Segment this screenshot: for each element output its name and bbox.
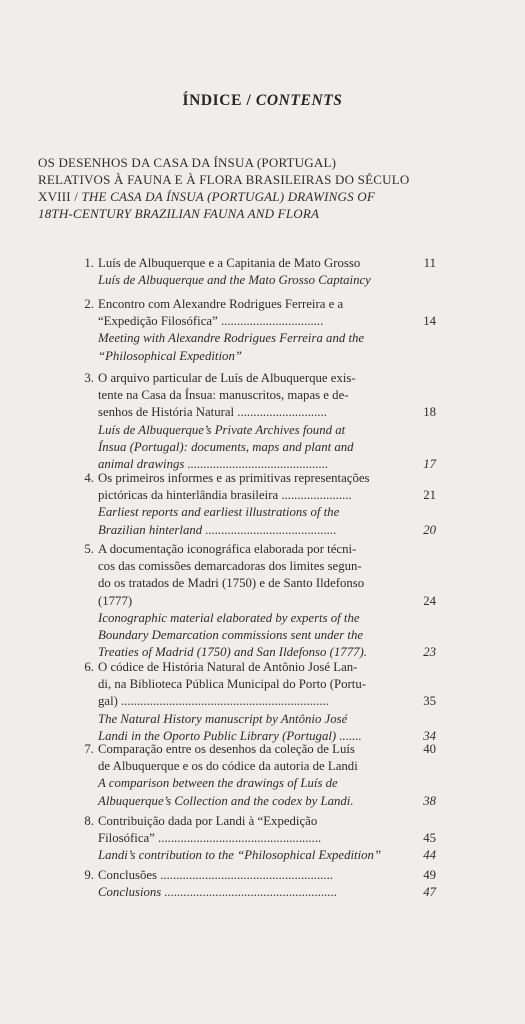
toc-entry-number: 2. <box>84 297 94 311</box>
toc-entry-number: 6. <box>84 660 94 674</box>
toc-entry-number: 7. <box>84 742 94 756</box>
toc-line-pt <box>76 593 436 610</box>
toc-entry-number: 8. <box>84 814 94 828</box>
toc-entry <box>76 659 436 745</box>
toc-line-pt <box>76 659 436 676</box>
toc-page-number: 47 <box>423 885 436 900</box>
toc-entry-title-pt: “Expedição Filosófica” ................................ <box>98 314 324 329</box>
toc-entry-title-pt: senhos de História Natural ............................ <box>98 405 327 420</box>
toc-entry-title-pt: di, na Biblioteca Pública Municipal do Porto (Portu- <box>98 677 366 692</box>
toc-entry-title-pt: Filosófica” ................................................... <box>98 831 322 846</box>
toc-line-en <box>76 847 436 864</box>
toc-entry <box>76 370 436 473</box>
toc-entry-number: 1. <box>84 256 94 270</box>
toc-line-en <box>76 348 436 365</box>
toc-entry-title-pt: Comparação entre os desenhos da coleção de Luís <box>98 742 355 756</box>
toc-line-en <box>76 775 436 792</box>
toc-entry-title-en: Albuquerque’s Collection and the codex by Landi. <box>98 793 354 808</box>
toc-page-number: 49 <box>423 868 436 882</box>
toc-page-number: 24 <box>423 593 436 608</box>
toc-line-en <box>76 422 436 439</box>
toc-line-en <box>76 522 436 539</box>
toc-line-pt <box>76 313 436 330</box>
section-title-pt: OS DESENHOS DA CASA DA ÍNSUA (PORTUGAL) RELATIVOS À FAUNA E À FLORA BRASILEIRAS DO SÉCULO XVIII / <box>38 155 410 204</box>
toc-line-pt <box>76 830 436 847</box>
toc-entry <box>76 813 436 865</box>
toc-line-pt <box>76 867 436 884</box>
toc-line-en <box>76 627 436 644</box>
toc-entry <box>76 296 436 365</box>
toc-entry-title-pt: Os primeiros informes e as primitivas representações <box>98 471 370 485</box>
toc-page-number: 21 <box>423 488 436 503</box>
toc-entry-title-en: Landi in the Oporto Public Library (Portugal) ....... <box>98 728 362 743</box>
toc-page-number: 40 <box>423 742 436 756</box>
toc-entry-title-pt: Luís de Albuquerque e a Capitania de Mato Grosso <box>98 256 361 270</box>
toc-entry-title-en: “Philosophical Expedition” <box>98 348 242 363</box>
toc-line-pt <box>76 370 436 387</box>
toc-entry-title-en: animal drawings ............................................ <box>98 456 329 471</box>
toc-entry-title-en: The Natural History manuscript by Antônio José <box>98 711 348 726</box>
toc-page-number: 34 <box>423 728 436 743</box>
toc-entry-title-pt: Conclusões ...................................................... <box>98 868 333 882</box>
title-plain: ÍNDICE / <box>182 92 252 109</box>
toc-entry-title-pt: gal) ................................................................. <box>98 694 330 709</box>
toc-line-en <box>76 330 436 347</box>
toc-entry-title-pt: pictóricas da hinterlândia brasileira ...................... <box>98 488 352 503</box>
toc-entry-title-pt: A documentação iconográfica elaborada por técni- <box>98 542 357 556</box>
toc-line-en <box>76 711 436 728</box>
toc-entry-number: 4. <box>84 471 94 485</box>
toc-entry-title-en: Conclusions ...................................................... <box>98 885 338 900</box>
toc-page-number: 38 <box>423 793 436 808</box>
section-header <box>38 154 410 222</box>
toc-page-number: 17 <box>423 456 436 471</box>
toc-entry-title-en: Iconographic material elaborated by experts of the <box>98 610 360 625</box>
toc-line-pt <box>76 558 436 575</box>
toc-line-en <box>76 793 436 810</box>
toc-line-en <box>76 504 436 521</box>
toc-line-pt <box>76 575 436 592</box>
toc-entry-title-pt: Contribuição dada por Landi à “Expedição <box>98 814 318 828</box>
toc-entry-title-pt: Encontro com Alexandre Rodrigues Ferreira e a <box>98 297 344 311</box>
toc-page-number: 11 <box>423 256 436 270</box>
toc-entry <box>76 470 436 539</box>
toc-entry-title-en: Ínsua (Portugal): documents, maps and plant and <box>98 439 354 454</box>
toc-line-pt <box>76 541 436 558</box>
toc-entry-title-pt: tente na Casa da Ínsua: manuscritos, mapas e de- <box>98 388 349 403</box>
toc-line-pt <box>76 296 436 313</box>
toc-page-number: 20 <box>423 522 436 537</box>
toc-line-pt <box>76 470 436 487</box>
toc-entry <box>76 255 436 289</box>
toc-page-number: 14 <box>423 314 436 329</box>
toc-entry-number: 3. <box>84 371 94 385</box>
toc-page-number: 18 <box>423 405 436 420</box>
toc-entry-number: 5. <box>84 542 94 556</box>
toc-entry-title-en: Landi’s contribution to the “Philosophical Expedition” <box>98 848 382 863</box>
toc-page-number: 45 <box>423 831 436 846</box>
toc-line-pt <box>76 676 436 693</box>
toc-entry-title-en: Brazilian hinterland ......................................... <box>98 522 337 537</box>
toc-line-pt <box>76 693 436 710</box>
toc-line-en <box>76 439 436 456</box>
toc-entry <box>76 741 436 810</box>
toc-entry-title-en: Meeting with Alexandre Rodrigues Ferreira and the <box>98 331 365 346</box>
section-title-en: THE CASA DA ÍNSUA (PORTUGAL) DRAWINGS OF 18TH-CENTURY BRAZILIAN FAUNA AND FLORA <box>38 189 375 221</box>
toc-page-number: 35 <box>423 694 436 709</box>
toc-line-en <box>76 610 436 627</box>
toc-entry-title-pt: O arquivo particular de Luís de Albuquerque exis- <box>98 371 356 385</box>
toc-entry-title-pt: cos das comissões demarcadoras dos limites segun- <box>98 559 362 574</box>
toc-entry-title-pt: (1777) <box>98 593 133 608</box>
toc-entry-title-en: Earliest reports and earliest illustrations of the <box>98 505 340 520</box>
toc-page-number: 23 <box>423 645 436 660</box>
toc-entry-title-en: Luís de Albuquerque and the Mato Grosso Captaincy <box>98 273 371 288</box>
toc-entry <box>76 541 436 661</box>
toc-line-pt <box>76 741 436 758</box>
toc-entry-title-en: Luís de Albuquerque’s Private Archives found at <box>98 422 346 437</box>
toc-entry-title-pt: O códice de História Natural de Antônio José Lan- <box>98 660 358 674</box>
toc-entry <box>76 867 436 901</box>
toc-entry-number: 9. <box>84 868 94 882</box>
toc-line-en <box>76 884 436 901</box>
toc-line-pt <box>76 255 436 272</box>
toc-entry-title-en: Treaties of Madrid (1750) and San Ildefonso (1777). <box>98 645 367 660</box>
toc-line-pt <box>76 487 436 504</box>
toc-entry-title-en: A comparison between the drawings of Luís de <box>98 776 338 791</box>
title-italic: CONTENTS <box>255 92 343 109</box>
toc-page-number: 44 <box>423 848 436 863</box>
toc-entry-title-en: Boundary Demarcation commissions sent under the <box>98 627 364 642</box>
toc-line-pt <box>76 758 436 775</box>
toc-entry-title-pt: do os tratados de Madri (1750) e de Santo Ildefonso <box>98 576 365 591</box>
toc-line-en <box>76 272 436 289</box>
toc-line-pt <box>76 404 436 421</box>
page-title <box>0 92 525 110</box>
toc-line-pt <box>76 387 436 404</box>
toc-line-pt <box>76 813 436 830</box>
toc-entry-title-pt: de Albuquerque e os do códice da autoria de Landi <box>98 759 358 774</box>
